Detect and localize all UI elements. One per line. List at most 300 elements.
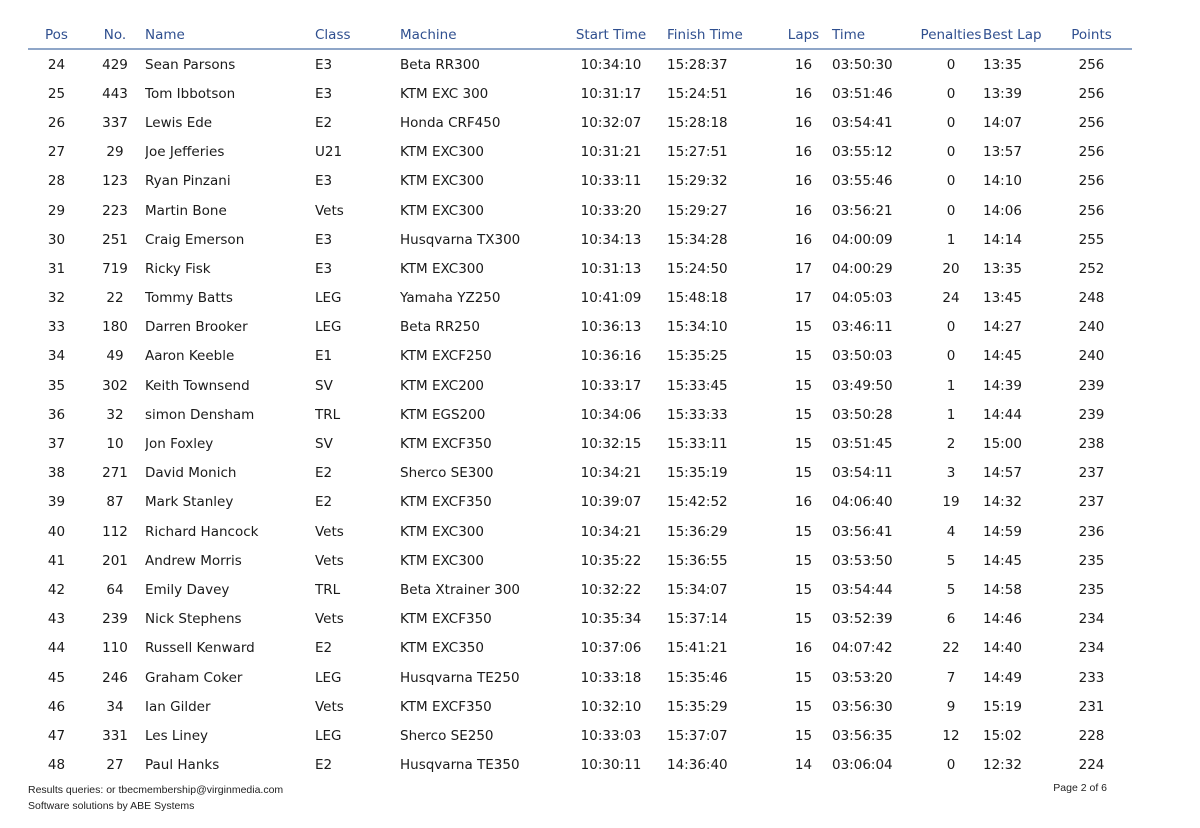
table-row: [28, 254, 1132, 283]
col-time-cell: 04:05:03: [832, 290, 893, 307]
col-finish-time-cell: 15:37:14: [667, 611, 728, 628]
col-number-cell: 29: [106, 144, 124, 161]
col-points-cell: 240: [1078, 319, 1105, 336]
col-time-cell: 03:50:03: [832, 348, 893, 365]
table-row: [28, 605, 1132, 634]
col-finish-time-cell: 15:33:45: [667, 377, 728, 394]
col-finish-time-cell: 15:29:27: [667, 202, 728, 219]
col-number-cell: 429: [102, 56, 128, 73]
col-laps-cell: 16: [794, 494, 813, 511]
col-start-time-cell: 10:32:10: [580, 698, 642, 715]
col-pos-cell: 47: [47, 727, 66, 744]
col-time-cell: 03:50:28: [832, 406, 893, 423]
col-name-cell: Keith Townsend: [145, 377, 250, 394]
col-pos-cell: 27: [47, 144, 66, 161]
col-start-time-cell: 10:39:07: [580, 494, 642, 511]
col-finish-time-cell: 15:33:11: [667, 436, 728, 453]
col-class-cell: E2: [315, 640, 333, 657]
col-start-time-cell: 10:34:13: [580, 231, 642, 248]
col-machine-cell: Sherco SE250: [400, 727, 494, 744]
table-row: [28, 634, 1132, 663]
col-best-lap-cell: 15:02: [983, 727, 1022, 744]
col-class-cell: Vets: [315, 611, 344, 628]
col-name-header: Name: [145, 22, 315, 49]
col-pos-cell: 46: [47, 698, 66, 715]
col-number-cell: 443: [102, 85, 128, 102]
col-name-cell: Sean Parsons: [145, 56, 236, 73]
col-best-lap-cell: 14:27: [983, 319, 1022, 336]
col-start-time-cell: 10:37:06: [580, 640, 642, 657]
col-start-time-cell: 10:32:22: [580, 581, 642, 598]
col-name-cell: Ricky Fisk: [145, 260, 211, 277]
col-pos-cell: 44: [47, 640, 66, 657]
col-laps-cell: 16: [794, 56, 813, 73]
table-row: [28, 371, 1132, 400]
col-finish-time-cell: 15:34:10: [667, 319, 728, 336]
col-points-cell: 256: [1078, 56, 1105, 73]
col-name-cell: Joe Jefferies: [145, 144, 225, 161]
col-finish-time-cell: 14:36:40: [667, 757, 728, 774]
col-start-time-cell: 10:32:07: [580, 114, 642, 131]
col-machine-cell: KTM EGS200: [400, 406, 486, 423]
col-number-cell: 302: [102, 377, 128, 394]
col-time-cell: 03:55:46: [832, 173, 893, 190]
col-machine-cell: KTM EXCF250: [400, 348, 492, 365]
col-class-cell: E3: [315, 85, 333, 102]
col-pos-cell: 42: [47, 581, 66, 598]
col-best-lap-cell: 13:35: [983, 56, 1022, 73]
col-points-cell: 252: [1078, 260, 1105, 277]
col-start-time-cell: 10:33:18: [580, 669, 642, 686]
col-number-cell: 337: [102, 114, 128, 131]
col-penalties-cell: 0: [946, 56, 956, 73]
col-time-cell: 03:51:45: [832, 436, 893, 453]
col-number-cell: 22: [106, 290, 124, 307]
col-penalties-cell: 1: [946, 377, 956, 394]
col-start-time-cell: 10:33:11: [580, 173, 642, 190]
col-finish-time-cell: 15:42:52: [667, 494, 728, 511]
col-points-cell: 235: [1078, 581, 1105, 598]
col-pos-cell: 43: [47, 611, 66, 628]
col-points-cell: 237: [1078, 494, 1105, 511]
col-machine-header: Machine: [400, 22, 555, 49]
col-class-cell: TRL: [315, 581, 341, 598]
col-pos-cell: 32: [47, 290, 66, 307]
col-points-cell: 238: [1078, 436, 1105, 453]
col-start-time-cell: 10:32:15: [580, 436, 642, 453]
col-number-cell: 123: [102, 173, 128, 190]
col-points-cell: 231: [1078, 698, 1105, 715]
col-time-cell: 03:55:12: [832, 144, 893, 161]
col-time-cell: 03:50:30: [832, 56, 893, 73]
col-name-cell: Ian Gilder: [145, 698, 211, 715]
table-row: [28, 546, 1132, 575]
col-best-lap-cell: 14:49: [983, 669, 1022, 686]
col-machine-cell: KTM EXC300: [400, 202, 484, 219]
col-pos-cell: 37: [47, 436, 66, 453]
col-penalties-cell: 0: [946, 348, 956, 365]
col-penalties-cell: 0: [946, 173, 956, 190]
col-penalties-cell: 2: [946, 436, 956, 453]
col-machine-cell: KTM EXCF350: [400, 436, 492, 453]
col-penalties-cell: 5: [946, 581, 956, 598]
col-penalties-cell: 22: [942, 640, 960, 657]
col-time-cell: 04:00:09: [832, 231, 893, 248]
col-laps-cell: 15: [794, 406, 813, 423]
table-row: [28, 692, 1132, 721]
col-laps-cell: 15: [794, 669, 813, 686]
col-machine-cell: KTM EXC200: [400, 377, 484, 394]
col-time-cell: 03:52:39: [832, 611, 893, 628]
col-best-lap-cell: 13:39: [983, 85, 1022, 102]
col-penalties-cell: 6: [946, 611, 956, 628]
col-start-time-cell: 10:36:13: [580, 319, 642, 336]
col-pos-cell: 30: [47, 231, 66, 248]
col-machine-cell: KTM EXC300: [400, 173, 484, 190]
col-finish-time-header: Finish Time: [667, 22, 775, 49]
table-row: [28, 167, 1132, 196]
col-start-time-cell: 10:34:21: [580, 523, 642, 540]
col-time-cell: 04:07:42: [832, 640, 893, 657]
col-points-cell: 256: [1078, 114, 1105, 131]
table-row: [28, 488, 1132, 517]
col-number-cell: 251: [102, 231, 128, 248]
col-best-lap-header: Best Lap: [983, 22, 1051, 49]
col-best-lap-cell: 14:14: [983, 231, 1022, 248]
page-number: Page 2 of 6: [1053, 782, 1107, 794]
col-name-cell: Craig Emerson: [145, 231, 245, 248]
col-points-cell: 256: [1078, 85, 1105, 102]
col-time-cell: 03:06:04: [832, 757, 893, 774]
col-pos-cell: 28: [47, 173, 66, 190]
col-time-cell: 03:54:41: [832, 114, 893, 131]
col-finish-time-cell: 15:35:25: [667, 348, 728, 365]
col-best-lap-cell: 14:10: [983, 173, 1022, 190]
col-number-cell: 64: [106, 581, 124, 598]
table-row: [28, 138, 1132, 167]
col-start-time-cell: 10:31:21: [580, 144, 642, 161]
col-laps-cell: 15: [794, 552, 813, 569]
col-class-cell: LEG: [315, 669, 342, 686]
col-best-lap-cell: 15:00: [983, 436, 1022, 453]
col-start-time-cell: 10:36:16: [580, 348, 642, 365]
col-pos-cell: 36: [47, 406, 66, 423]
col-penalties-cell: 0: [946, 202, 956, 219]
col-number-cell: 34: [106, 698, 124, 715]
col-laps-cell: 15: [794, 465, 813, 482]
col-class-cell: E3: [315, 173, 333, 190]
col-laps-cell: 14: [794, 757, 813, 774]
col-number-cell: 201: [102, 552, 128, 569]
col-time-cell: 03:56:30: [832, 698, 893, 715]
table-row: [28, 108, 1132, 137]
col-penalties-cell: 24: [942, 290, 960, 307]
col-time-cell: 03:49:50: [832, 377, 893, 394]
col-class-cell: E3: [315, 56, 333, 73]
col-start-time-cell: 10:34:10: [580, 56, 642, 73]
col-machine-cell: Husqvarna TE250: [400, 669, 520, 686]
col-finish-time-cell: 15:33:33: [667, 406, 728, 423]
col-laps-cell: 15: [794, 377, 813, 394]
col-best-lap-cell: 12:32: [983, 757, 1022, 774]
col-number-cell: 719: [102, 260, 128, 277]
col-machine-cell: Husqvarna TX300: [400, 231, 521, 248]
col-points-cell: 256: [1078, 202, 1105, 219]
col-penalties-cell: 19: [942, 494, 960, 511]
col-best-lap-cell: 14:32: [983, 494, 1022, 511]
col-number-cell: 180: [102, 319, 128, 336]
table-row: [28, 225, 1132, 254]
results-queries-text: Results queries: or tbecmembership@virginmedia.com: [28, 784, 284, 796]
col-class-cell: SV: [315, 436, 333, 453]
col-name-cell: Paul Hanks: [145, 757, 220, 774]
col-machine-cell: Beta RR250: [400, 319, 480, 336]
col-penalties-cell: 1: [946, 406, 956, 423]
col-machine-cell: Honda CRF450: [400, 114, 501, 131]
col-name-cell: Ryan Pinzani: [145, 173, 231, 190]
col-class-cell: E2: [315, 757, 333, 774]
col-name-cell: Martin Bone: [145, 202, 227, 219]
table-row: [28, 313, 1132, 342]
col-best-lap-cell: 14:07: [983, 114, 1022, 131]
col-penalties-cell: 7: [946, 669, 956, 686]
col-number-cell: 239: [102, 611, 128, 628]
col-class-cell: Vets: [315, 698, 344, 715]
col-points-cell: 228: [1078, 727, 1105, 744]
col-pos-cell: 33: [47, 319, 66, 336]
col-machine-cell: Sherco SE300: [400, 465, 494, 482]
col-finish-time-cell: 15:29:32: [667, 173, 728, 190]
col-penalties-cell: 0: [946, 319, 956, 336]
col-points-cell: 255: [1078, 231, 1105, 248]
col-best-lap-cell: 14:57: [983, 465, 1022, 482]
col-time-cell: 03:54:11: [832, 465, 893, 482]
col-laps-cell: 16: [794, 114, 813, 131]
col-pos-cell: 35: [47, 377, 66, 394]
col-laps-cell: 17: [794, 260, 813, 277]
table-row: [28, 429, 1132, 458]
col-points-cell: 234: [1078, 611, 1105, 628]
col-laps-header: Laps: [775, 22, 832, 49]
col-pos-cell: 31: [47, 260, 66, 277]
table-row: [28, 721, 1132, 750]
table-row: [28, 79, 1132, 108]
col-points-cell: 256: [1078, 144, 1105, 161]
col-start-time-header: Start Time: [555, 22, 667, 49]
col-class-cell: LEG: [315, 319, 342, 336]
col-class-cell: SV: [315, 377, 333, 394]
table-row: [28, 751, 1132, 780]
col-penalties-cell: 5: [946, 552, 956, 569]
col-name-cell: Jon Foxley: [145, 436, 214, 453]
col-time-cell: 03:53:50: [832, 552, 893, 569]
col-penalties-cell: 0: [946, 144, 956, 161]
col-best-lap-cell: 14:40: [983, 640, 1022, 657]
col-time-cell: 03:54:44: [832, 581, 893, 598]
col-start-time-cell: 10:41:09: [580, 290, 642, 307]
col-finish-time-cell: 15:36:55: [667, 552, 728, 569]
col-finish-time-cell: 15:48:18: [667, 290, 728, 307]
col-class-cell: LEG: [315, 727, 342, 744]
col-best-lap-cell: 14:44: [983, 406, 1022, 423]
col-penalties-cell: 3: [946, 465, 956, 482]
col-points-cell: 236: [1078, 523, 1105, 540]
col-name-cell: Russell Kenward: [145, 640, 255, 657]
col-finish-time-cell: 15:35:29: [667, 698, 728, 715]
col-finish-time-cell: 15:34:07: [667, 581, 728, 598]
col-finish-time-cell: 15:28:18: [667, 114, 728, 131]
table-row: [28, 459, 1132, 488]
col-time-cell: 03:56:41: [832, 523, 893, 540]
col-laps-cell: 15: [794, 698, 813, 715]
table-row: [28, 342, 1132, 371]
col-best-lap-cell: 14:06: [983, 202, 1022, 219]
col-laps-cell: 16: [794, 640, 813, 657]
col-pos-cell: 26: [47, 114, 66, 131]
col-number-cell: 223: [102, 202, 128, 219]
table-row: [28, 49, 1132, 79]
col-finish-time-cell: 15:24:51: [667, 85, 728, 102]
table-row: [28, 400, 1132, 429]
col-machine-cell: Yamaha YZ250: [400, 290, 501, 307]
col-points-cell: 224: [1078, 757, 1105, 774]
table-row: [28, 517, 1132, 546]
results-header: [28, 22, 1132, 49]
col-pos-cell: 38: [47, 465, 66, 482]
col-best-lap-cell: 14:45: [983, 348, 1022, 365]
col-start-time-cell: 10:33:20: [580, 202, 642, 219]
col-machine-cell: KTM EXC300: [400, 260, 484, 277]
col-class-cell: TRL: [315, 406, 341, 423]
col-penalties-cell: 0: [946, 757, 956, 774]
col-points-cell: 234: [1078, 640, 1105, 657]
col-finish-time-cell: 15:36:29: [667, 523, 728, 540]
col-class-cell: LEG: [315, 290, 342, 307]
col-machine-cell: KTM EXC300: [400, 144, 484, 161]
col-start-time-cell: 10:34:06: [580, 406, 642, 423]
col-laps-cell: 15: [794, 727, 813, 744]
col-machine-cell: Beta RR300: [400, 56, 480, 73]
col-start-time-cell: 10:30:11: [580, 757, 642, 774]
table-row: [28, 663, 1132, 692]
col-laps-cell: 15: [794, 611, 813, 628]
col-best-lap-cell: 14:46: [983, 611, 1022, 628]
col-number-cell: 271: [102, 465, 128, 482]
col-pos-cell: 29: [47, 202, 66, 219]
col-start-time-cell: 10:33:17: [580, 377, 642, 394]
col-pos-cell: 34: [47, 348, 66, 365]
col-time-header: Time: [832, 22, 919, 49]
col-number-header: No.: [85, 22, 145, 49]
col-pos-header: Pos: [28, 22, 85, 49]
col-time-cell: 03:53:20: [832, 669, 893, 686]
software-credit-text: Software solutions by ABE Systems: [28, 800, 195, 812]
col-class-cell: Vets: [315, 523, 344, 540]
col-finish-time-cell: 15:27:51: [667, 144, 728, 161]
col-number-cell: 112: [102, 523, 128, 540]
col-start-time-cell: 10:35:34: [580, 611, 642, 628]
col-finish-time-cell: 15:37:07: [667, 727, 728, 744]
table-row: [28, 575, 1132, 604]
col-machine-cell: KTM EXC300: [400, 523, 484, 540]
col-laps-cell: 16: [794, 202, 813, 219]
col-best-lap-cell: 13:45: [983, 290, 1022, 307]
col-finish-time-cell: 15:35:19: [667, 465, 728, 482]
col-finish-time-cell: 15:34:28: [667, 231, 728, 248]
col-best-lap-cell: 15:19: [983, 698, 1022, 715]
col-laps-cell: 15: [794, 319, 813, 336]
col-finish-time-cell: 15:24:50: [667, 260, 728, 277]
col-best-lap-cell: 13:57: [983, 144, 1022, 161]
col-penalties-cell: 20: [942, 260, 960, 277]
col-number-cell: 10: [106, 436, 124, 453]
col-machine-cell: Beta Xtrainer 300: [400, 581, 521, 598]
col-class-cell: E1: [315, 348, 333, 365]
col-name-cell: Mark Stanley: [145, 494, 234, 511]
col-name-cell: Lewis Ede: [145, 114, 213, 131]
col-time-cell: 03:56:35: [832, 727, 893, 744]
col-penalties-header: Penalties: [919, 22, 983, 49]
col-machine-cell: KTM EXCF350: [400, 698, 492, 715]
col-finish-time-cell: 15:35:46: [667, 669, 728, 686]
col-points-cell: 256: [1078, 173, 1105, 190]
col-name-cell: Graham Coker: [145, 669, 243, 686]
col-class-cell: E2: [315, 114, 333, 131]
col-penalties-cell: 9: [946, 698, 956, 715]
col-number-cell: 246: [102, 669, 128, 686]
col-points-cell: 237: [1078, 465, 1105, 482]
col-points-cell: 239: [1078, 406, 1105, 423]
col-number-cell: 27: [106, 757, 124, 774]
table-row: [28, 196, 1132, 225]
col-machine-cell: KTM EXC350: [400, 640, 484, 657]
col-name-cell: simon Densham: [145, 406, 255, 423]
col-start-time-cell: 10:35:22: [580, 552, 642, 569]
col-best-lap-cell: 14:45: [983, 552, 1022, 569]
col-name-cell: Richard Hancock: [145, 523, 259, 540]
col-pos-cell: 48: [47, 757, 66, 774]
col-best-lap-cell: 14:39: [983, 377, 1022, 394]
col-laps-cell: 16: [794, 144, 813, 161]
col-points-cell: 233: [1078, 669, 1105, 686]
col-class-cell: Vets: [315, 202, 344, 219]
col-number-cell: 331: [102, 727, 128, 744]
col-best-lap-cell: 14:59: [983, 523, 1022, 540]
col-laps-cell: 15: [794, 348, 813, 365]
col-machine-cell: Husqvarna TE350: [400, 757, 520, 774]
col-finish-time-cell: 15:41:21: [667, 640, 728, 657]
col-name-cell: Les Liney: [145, 727, 209, 744]
col-start-time-cell: 10:31:13: [580, 260, 642, 277]
col-class-cell: E2: [315, 465, 333, 482]
col-time-cell: 03:46:11: [832, 319, 893, 336]
results-body: [28, 49, 1132, 780]
col-name-cell: Nick Stephens: [145, 611, 242, 628]
col-penalties-cell: 0: [946, 85, 956, 102]
col-finish-time-cell: 15:28:37: [667, 56, 728, 73]
col-laps-cell: 16: [794, 85, 813, 102]
col-class-cell: Vets: [315, 552, 344, 569]
col-penalties-cell: 12: [942, 727, 960, 744]
col-machine-cell: KTM EXC300: [400, 552, 484, 569]
col-number-cell: 110: [102, 640, 128, 657]
col-pos-cell: 25: [47, 85, 66, 102]
col-name-cell: Emily Davey: [145, 581, 230, 598]
col-laps-cell: 16: [794, 231, 813, 248]
col-number-cell: 49: [106, 348, 124, 365]
col-class-cell: U21: [315, 144, 343, 161]
header-row: [28, 22, 1132, 49]
